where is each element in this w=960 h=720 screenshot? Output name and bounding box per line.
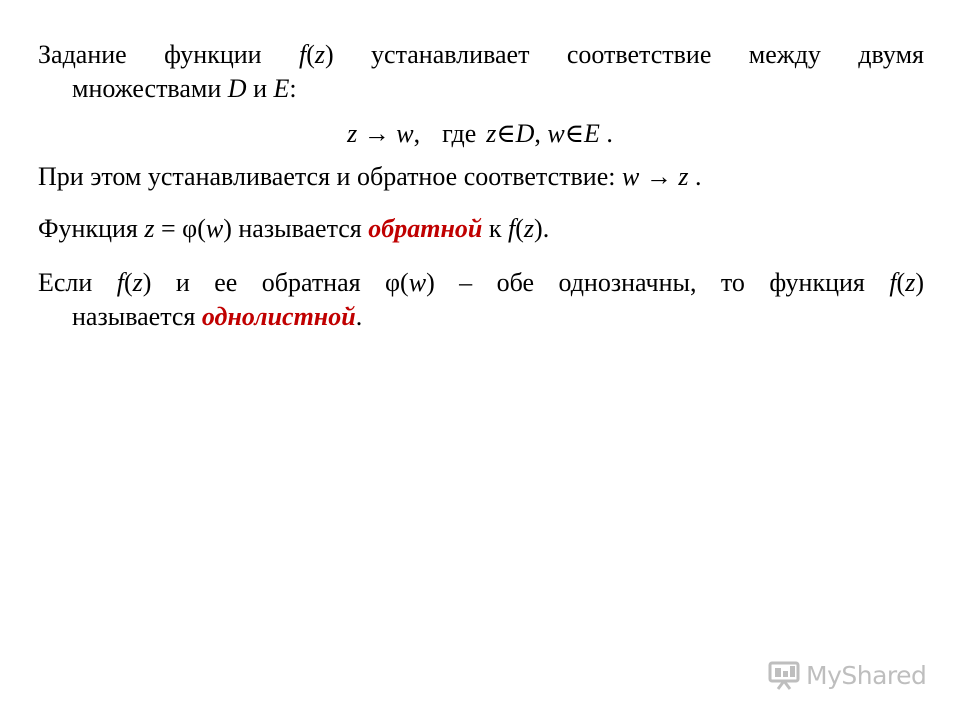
paragraph-continuation <box>72 72 297 106</box>
presentation-board-icon <box>768 660 802 690</box>
math-var: f <box>889 268 897 297</box>
highlighted-term: обратной <box>368 214 483 243</box>
math-var: z <box>905 268 916 297</box>
text-run: ) <box>324 40 334 69</box>
math-var: w <box>396 119 414 148</box>
text-run: . <box>355 302 363 331</box>
text-run: = <box>154 214 183 243</box>
univalent-paragraph <box>38 266 924 300</box>
text-run: ( <box>197 214 206 243</box>
text-run: ) <box>142 268 152 297</box>
text-run: , <box>413 119 421 148</box>
math-var: E <box>583 119 600 148</box>
math-var: z <box>314 40 325 69</box>
text-run: Если <box>38 268 117 297</box>
paragraph-line <box>38 38 924 72</box>
watermark-text: MyShared <box>806 660 927 690</box>
text-run: . <box>688 162 702 191</box>
text-run: устанавливает соответствие между двумя <box>333 40 924 69</box>
text-run: и ее обратная <box>151 268 386 297</box>
arrow-symbol: → <box>639 162 679 191</box>
math-var: z <box>347 119 358 148</box>
text-run: ( <box>306 40 315 69</box>
math-var: w <box>547 119 565 148</box>
paragraph-continuation <box>72 300 362 334</box>
text-run: ) <box>915 268 925 297</box>
text-run: Функция <box>38 214 145 243</box>
math-var: z <box>486 119 497 148</box>
text-run: , <box>534 119 548 148</box>
math-var: f <box>116 268 124 297</box>
arrow-symbol: → <box>357 119 397 148</box>
math-var: z <box>523 214 535 243</box>
text-run: При этом устанавливается и обратное соответствие: <box>38 162 622 191</box>
math-var: φ <box>385 268 401 297</box>
mapping-formula <box>0 117 960 151</box>
inverse-function-paragraph <box>38 212 924 246</box>
text-run: ) <box>426 268 435 297</box>
text-run: называется <box>231 214 369 243</box>
text-run: ( <box>400 268 409 297</box>
text-run: : <box>289 74 297 103</box>
math-var: w <box>408 268 427 297</box>
math-var: E <box>273 74 290 103</box>
definition-paragraph <box>38 38 924 72</box>
text-run: к <box>482 214 508 243</box>
math-var: φ <box>182 214 198 243</box>
text-run: ( <box>123 268 133 297</box>
math-var: z <box>132 268 143 297</box>
watermark-logo <box>768 658 928 692</box>
text-run: и <box>246 74 274 103</box>
math-var: D <box>227 74 247 103</box>
text-run: ( <box>515 214 524 243</box>
text-run: называется <box>72 302 202 331</box>
highlighted-term: однолистной <box>201 302 356 331</box>
text-run: где <box>442 119 477 148</box>
math-var: D <box>515 119 535 148</box>
math-var: f <box>508 214 516 243</box>
text-run: ) <box>223 214 232 243</box>
math-var: z <box>678 162 689 191</box>
math-var: w <box>621 162 640 191</box>
text-run: ( <box>896 268 906 297</box>
inverse-mapping-paragraph <box>38 160 924 194</box>
paragraph-line <box>38 266 924 300</box>
text-run: ). <box>534 214 550 243</box>
math-var: z <box>144 214 155 243</box>
text-run: . <box>599 119 613 148</box>
text-run: Задание функции <box>38 40 299 69</box>
text-run: множествами <box>72 74 228 103</box>
element-of-symbol: ∈ <box>564 119 584 148</box>
math-var: f <box>298 40 307 69</box>
math-var: w <box>205 214 224 243</box>
element-of-symbol: ∈ <box>496 119 516 148</box>
text-run: – обе однозначны, то функция <box>434 268 890 297</box>
